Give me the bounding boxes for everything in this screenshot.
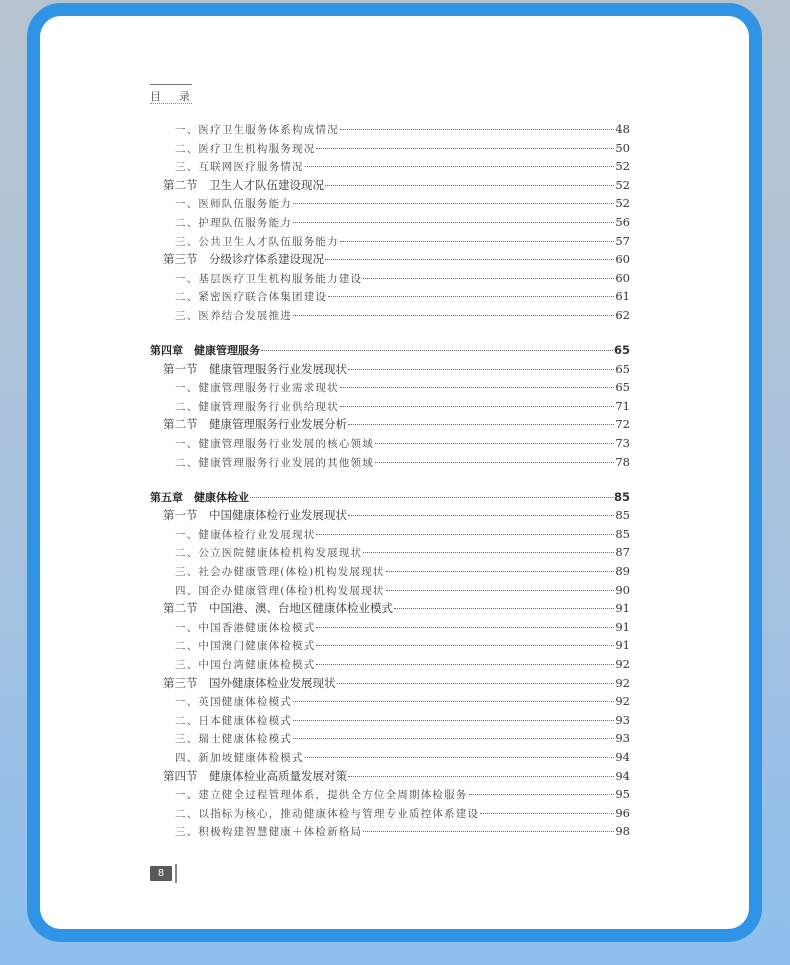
toc-item[interactable] (150, 306, 630, 325)
toc-page-number: 48 (615, 122, 630, 136)
toc-page-number: 93 (615, 731, 630, 746)
toc-entry-label: 第二节 中国港、澳、台地区健康体检业模式 (163, 601, 393, 616)
toc-entry-label: 三、中国台湾健康体检模式 (175, 659, 316, 672)
page-number-divider (175, 864, 177, 883)
toc-entry-label: 二、中国澳门健康体检模式 (175, 640, 316, 653)
toc-item[interactable] (150, 453, 630, 472)
toc-page-number: 90 (615, 582, 630, 597)
toc-entry-label: 二、健康管理服务行业供给现状 (175, 400, 339, 413)
toc-page-number: 78 (615, 454, 630, 469)
toc-entry-label: 二、日本健康体检模式 (175, 714, 292, 727)
toc-page-number: 92 (615, 657, 630, 672)
toc-page-number: 91 (615, 619, 630, 634)
toc-item[interactable] (150, 378, 630, 397)
dot-leader (305, 757, 615, 758)
toc-item[interactable] (150, 785, 630, 804)
toc-page-number: 92 (615, 694, 630, 709)
toc-section[interactable] (150, 674, 630, 693)
dot-leader (386, 590, 615, 591)
toc-page-number: 65 (613, 343, 630, 358)
toc-entry-label: 一、健康管理服务行业需求现状 (175, 382, 339, 395)
toc-page-number: 65 (615, 361, 630, 376)
dot-leader (340, 129, 615, 130)
toc-page-number: 85 (613, 489, 630, 504)
toc-entry-label: 四、国企办健康管理(体检)机构发展现状 (175, 584, 385, 597)
toc-entry-label: 三、积极构建智慧健康＋体检新格局 (175, 826, 363, 839)
toc-entry-label: 第二节 卫生人才队伍建设现况 (163, 177, 324, 192)
toc-item[interactable] (150, 618, 630, 637)
toc-item[interactable] (150, 581, 630, 600)
toc-entry-label: 一、基层医疗卫生机构服务能力建设 (175, 272, 363, 285)
toc-entry-label: 第四章 健康管理服务 (150, 344, 260, 358)
dot-leader (316, 627, 614, 628)
dot-leader (316, 664, 614, 665)
dot-leader (363, 552, 614, 553)
toc-item[interactable] (150, 543, 630, 562)
toc-section[interactable] (150, 360, 630, 379)
dot-leader (348, 369, 614, 370)
toc-section[interactable] (150, 599, 630, 618)
toc-page-number: 94 (615, 750, 630, 764)
dot-leader (293, 315, 614, 316)
toc-entry-label: 第二节 健康管理服务行业发展分析 (163, 417, 347, 432)
dot-leader (337, 683, 615, 684)
toc-item[interactable] (150, 525, 630, 544)
toc-entry-label: 三、瑞士健康体检模式 (175, 733, 292, 746)
toc-entry-label: 一、中国香港健康体检模式 (175, 621, 316, 634)
toc-entry-label: 一、健康管理服务行业发展的核心领域 (175, 438, 374, 450)
header-title-right: 录 (179, 90, 192, 103)
toc-chapter[interactable] (150, 341, 630, 360)
toc-page-number: 85 (615, 526, 630, 541)
dot-leader (316, 534, 614, 535)
table-of-contents (150, 120, 630, 841)
toc-item[interactable] (150, 822, 630, 841)
toc-entry-label: 一、健康体检行业发展现状 (175, 528, 316, 541)
toc-entry-label: 第三节 分级诊疗体系建设现况 (163, 252, 324, 267)
toc-entry-label: 第一节 中国健康体检行业发展现状 (163, 508, 347, 523)
toc-item[interactable] (150, 655, 630, 674)
dot-leader (348, 424, 614, 425)
dot-leader (250, 497, 613, 498)
toc-page-number: 91 (615, 638, 630, 653)
dot-leader (325, 259, 614, 260)
dot-leader (480, 813, 614, 814)
toc-item[interactable] (150, 804, 630, 823)
dot-leader (325, 185, 614, 186)
toc-entry-label: 一、医师队伍服务能力 (175, 198, 292, 211)
toc-item[interactable] (150, 748, 630, 767)
toc-item[interactable] (150, 729, 630, 748)
toc-entry-label: 三、医养结合发展推进 (175, 309, 292, 322)
toc-section[interactable] (150, 767, 630, 786)
toc-page-number: 85 (615, 508, 630, 523)
toc-item[interactable] (150, 269, 630, 288)
toc-section[interactable] (150, 506, 630, 525)
toc-entry-label: 三、社会办健康管理(体检)机构发展现状 (175, 566, 385, 579)
dot-leader (363, 278, 614, 279)
toc-entry-label: 二、健康管理服务行业发展的其他领域 (175, 456, 374, 469)
dot-leader (348, 776, 614, 777)
toc-item[interactable] (150, 692, 630, 711)
toc-page-number: 52 (615, 159, 630, 174)
toc-page-number: 61 (615, 289, 630, 304)
toc-page-number: 72 (615, 417, 630, 432)
header-title-left: 目 (150, 90, 163, 103)
dot-leader (348, 515, 614, 516)
toc-page-number: 60 (615, 252, 630, 267)
toc-page-number: 50 (615, 140, 630, 155)
dot-leader (363, 831, 614, 832)
toc-entry-label: 三、互联网医疗服务情况 (175, 161, 304, 174)
toc-chapter[interactable] (150, 488, 630, 507)
header-rule (150, 84, 192, 85)
toc-item[interactable] (150, 287, 630, 306)
header-dotted-rule (150, 103, 192, 104)
toc-page-number: 56 (615, 214, 630, 229)
toc-item[interactable] (150, 194, 630, 213)
toc-section[interactable] (150, 415, 630, 434)
dot-leader (293, 720, 614, 721)
dot-leader (340, 406, 615, 407)
dot-leader (469, 794, 615, 795)
toc-item[interactable] (150, 232, 630, 251)
toc-section[interactable] (150, 250, 630, 269)
toc-item[interactable] (150, 434, 630, 453)
toc-item[interactable] (150, 711, 630, 730)
dot-leader (375, 443, 614, 444)
toc-spacer (150, 471, 630, 488)
toc-entry-label: 二、医疗卫生机构服务现况 (175, 142, 316, 155)
dot-leader (293, 701, 614, 702)
toc-spacer (150, 325, 630, 342)
dot-leader (340, 387, 615, 388)
toc-entry-label: 二、紧密医疗联合体集团建设 (175, 291, 328, 304)
toc-item[interactable] (150, 157, 630, 176)
toc-entry-label: 第五章 健康体检业 (150, 490, 249, 504)
toc-page-number: 87 (615, 545, 630, 560)
toc-entry-label: 第三节 国外健康体检业发展现状 (163, 675, 336, 690)
toc-page-number: 71 (615, 398, 630, 413)
toc-page-number: 57 (615, 233, 630, 248)
toc-page-number: 65 (615, 380, 630, 395)
dot-leader (316, 148, 614, 149)
toc-item[interactable] (150, 213, 630, 232)
dot-leader (340, 241, 615, 242)
toc-item[interactable] (150, 120, 630, 139)
toc-page-number: 96 (615, 805, 630, 820)
toc-item[interactable] (150, 636, 630, 655)
dot-leader (375, 462, 614, 463)
toc-page-number: 52 (615, 196, 630, 211)
toc-page-number: 73 (615, 436, 630, 450)
toc-entry-label: 二、以指标为核心，推动健康体检与管理专业质控体系建设 (175, 807, 480, 820)
dot-leader (261, 350, 613, 351)
page-number: 8 (150, 866, 172, 881)
toc-page-number: 95 (615, 787, 630, 802)
toc-page-number: 91 (615, 601, 630, 616)
toc-page-number: 89 (615, 564, 630, 579)
dot-leader (328, 296, 614, 297)
toc-page-number: 92 (615, 675, 630, 690)
header-title (150, 88, 192, 104)
toc-entry-label: 第一节 健康管理服务行业发展现状 (163, 361, 347, 376)
toc-page-number: 62 (615, 307, 630, 322)
toc-entry-label: 一、医疗卫生服务体系构成情况 (175, 124, 339, 136)
dot-leader (293, 738, 614, 739)
toc-entry-label: 三、公共卫生人才队伍服务能力 (175, 235, 339, 248)
toc-entry-label: 四、新加坡健康体检模式 (175, 752, 304, 764)
dot-leader (386, 571, 615, 572)
toc-page-number: 98 (615, 824, 630, 839)
toc-page-number: 60 (615, 270, 630, 285)
toc-item[interactable] (150, 139, 630, 158)
toc-section[interactable] (150, 176, 630, 195)
toc-page-number: 52 (615, 177, 630, 192)
toc-entry-label: 一、英国健康体检模式 (175, 696, 292, 709)
toc-entry-label: 二、护理队伍服务能力 (175, 216, 292, 229)
dot-leader (316, 645, 614, 646)
dot-leader (305, 166, 615, 167)
toc-entry-label: 二、公立医院健康体检机构发展现状 (175, 547, 363, 560)
dot-leader (293, 222, 614, 223)
toc-entry-label: 第四节 健康体检业高质量发展对策 (163, 768, 347, 783)
toc-entry-label: 一、建立健全过程管理体系，提供全方位全周期体检服务 (175, 789, 468, 802)
dot-leader (293, 203, 614, 204)
toc-page-number: 93 (615, 712, 630, 727)
dot-leader (394, 608, 614, 609)
toc-page-number: 94 (615, 768, 630, 783)
toc-item[interactable] (150, 562, 630, 581)
toc-item[interactable] (150, 397, 630, 416)
